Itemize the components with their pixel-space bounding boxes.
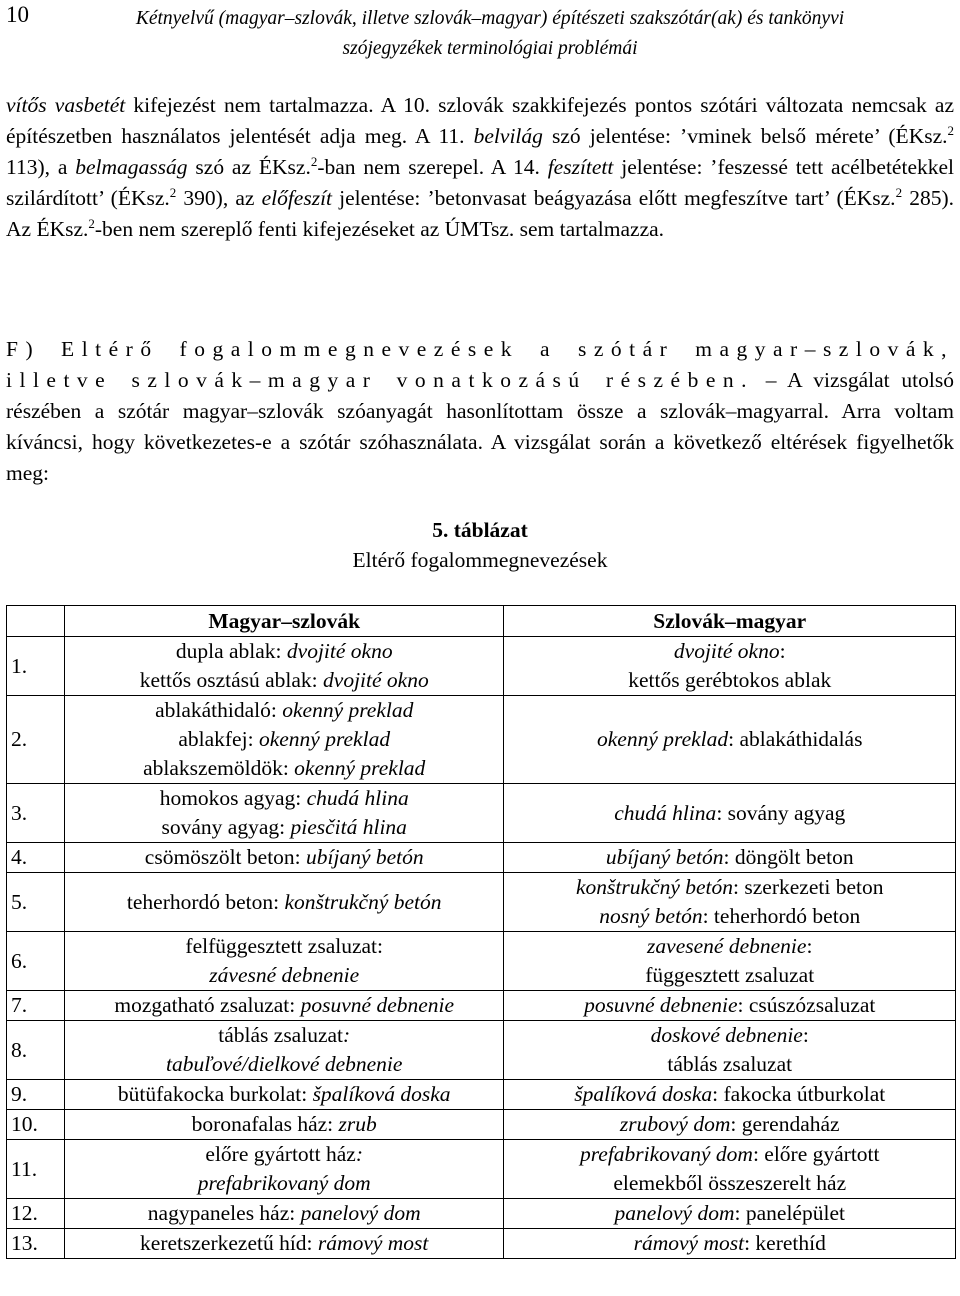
slovak-hungarian-entry: dvojité okno: kettős gerébtokos ablak [504,637,956,696]
running-title: Kétnyelvű (magyar–szlovák, illetve szlovák–magyar) építészeti szakszótár(ak) és tankönyvi szójegyzékek terminológiai problémái [135,8,845,59]
hungarian-slovak-entry: mozgatható zsaluzat: posuvné debnenie [64,991,504,1021]
table-number: 5. táblázat [432,518,528,542]
slovak-hungarian-entry: okenný preklad: ablakáthidalás [504,696,956,784]
hungarian-slovak-entry: nagypaneles ház: panelový dom [64,1199,504,1229]
slovak-hungarian-entry: panelový dom: panelépület [504,1199,956,1229]
slovak-hungarian-entry: prefabrikovaný dom: előre gyártott elemekből összeszerelt ház [504,1140,956,1199]
hungarian-slovak-entry: keretszerkezetű híd: rámový most [64,1229,504,1259]
table-row [7,991,956,1021]
hungarian-slovak-entry: előre gyártott ház: prefabrikovaný dom [64,1140,504,1199]
row-number: 13. [7,1229,65,1259]
table-row [7,932,956,991]
row-number: 4. [7,843,65,873]
table-title: Eltérő fogalommegnevezések [352,548,608,572]
table-row [7,696,956,784]
hungarian-slovak-entry: ablakáthidaló: okenný preklad ablakfej: okenný preklad ablakszemöldök: okenný preklad [64,696,504,784]
row-number: 1. [7,637,65,696]
table-row [7,873,956,932]
hungarian-slovak-entry: dupla ablak: dvojité okno kettős osztású ablak: dvojité okno [64,637,504,696]
header-hungarian-slovak: Magyar–szlovák [64,606,504,637]
header-slovak-hungarian: Szlovák–magyar [504,606,956,637]
hungarian-slovak-entry: homokos agyag: chudá hlina sovány agyag: piesčitá hlina [64,784,504,843]
row-number: 5. [7,873,65,932]
slovak-hungarian-entry: rámový most: kerethíd [504,1229,956,1259]
slovak-hungarian-entry: ubíjaný betón: döngölt beton [504,843,956,873]
hungarian-slovak-entry: csömöszölt beton: ubíjaný betón [64,843,504,873]
row-number: 2. [7,696,65,784]
slovak-hungarian-entry: posuvné debnenie: csúszózsaluzat [504,991,956,1021]
table-row [7,637,956,696]
row-number: 8. [7,1021,65,1080]
row-number: 10. [7,1110,65,1140]
slovak-hungarian-entry: špalíková doska: fakocka útburkolat [504,1080,956,1110]
row-number: 7. [7,991,65,1021]
page-number: 10 [6,2,29,27]
table-row [7,1199,956,1229]
table-row [7,784,956,843]
row-number: 12. [7,1199,65,1229]
table-row [7,1229,956,1259]
header-number [7,606,65,637]
hungarian-slovak-entry: teherhordó beton: konštrukčný betón [64,873,504,932]
row-number: 6. [7,932,65,991]
table-row [7,1021,956,1080]
slovak-hungarian-entry: zrubový dom: gerendaház [504,1110,956,1140]
hungarian-slovak-entry: felfüggesztett zsaluzat: závesné debnenie [64,932,504,991]
hungarian-slovak-entry: boronafalas ház: zrub [64,1110,504,1140]
paragraph-1: vítős vasbetét kifejezést nem tartalmazza. A 10. szlovák szakkifejezés pontos szótári változata nemcsak az építészetben használatos jelentését adja meg. A 11. belvilág szó jelentése: ’vminek belső mérete’ (ÉKsz.$^2$ 113), a belmagasság szó az ÉKsz.$^2$-ban nem szerepel. A 14. feszített jelentése: ’feszessé tett acélbetétekkel szilárdított’ (ÉKsz.$^2$ 390), az előfeszít jelentése: ’betonvasat beágyazása előtt megfeszítve tart’ (ÉKsz.$^2$ 285). Az ÉKsz.$^2$-ben nem szereplő fenti kifejezéseket az ÚMTsz. sem tartalmazza. [6,93,955,241]
table-row [7,1110,956,1140]
terminology-table [6,605,956,1259]
paragraph-2: F) Eltérő fogalommegnevezések a szótár magyar–szlovák, illetve szlovák–magyar vonatkozású részében. – A vizsgálat utolsó részében a szótár magyar–szlovák szóanyagát hasonlítottam össze a szlovák–magyarral. Arra voltam kíváncsi, hogy következetes-e a szótár szóhasználata. A vizsgálat során a következő eltérések figyelhetők meg: [6,337,954,485]
row-number: 3. [7,784,65,843]
table-row [7,1140,956,1199]
slovak-hungarian-entry: konštrukčný betón: szerkezeti beton nosný betón: teherhordó beton [504,873,956,932]
slovak-hungarian-entry: chudá hlina: sovány agyag [504,784,956,843]
hungarian-slovak-entry: táblás zsaluzat: tabuľové/dielkové debnenie [64,1021,504,1080]
row-number: 9. [7,1080,65,1110]
table-row [7,1080,956,1110]
table-row [7,843,956,873]
table-header-row [7,606,956,637]
slovak-hungarian-entry: doskové debnenie: táblás zsaluzat [504,1021,956,1080]
row-number: 11. [7,1140,65,1199]
section-heading: F) Eltérő fogalommegnevezések a szótár magyar–szlovák, illetve szlovák–magyar vonatkozású részében. [6,337,954,392]
hungarian-slovak-entry: bütüfakocka burkolat: špalíková doska [64,1080,504,1110]
slovak-hungarian-entry: zavesené debnenie: függesztett zsaluzat [504,932,956,991]
